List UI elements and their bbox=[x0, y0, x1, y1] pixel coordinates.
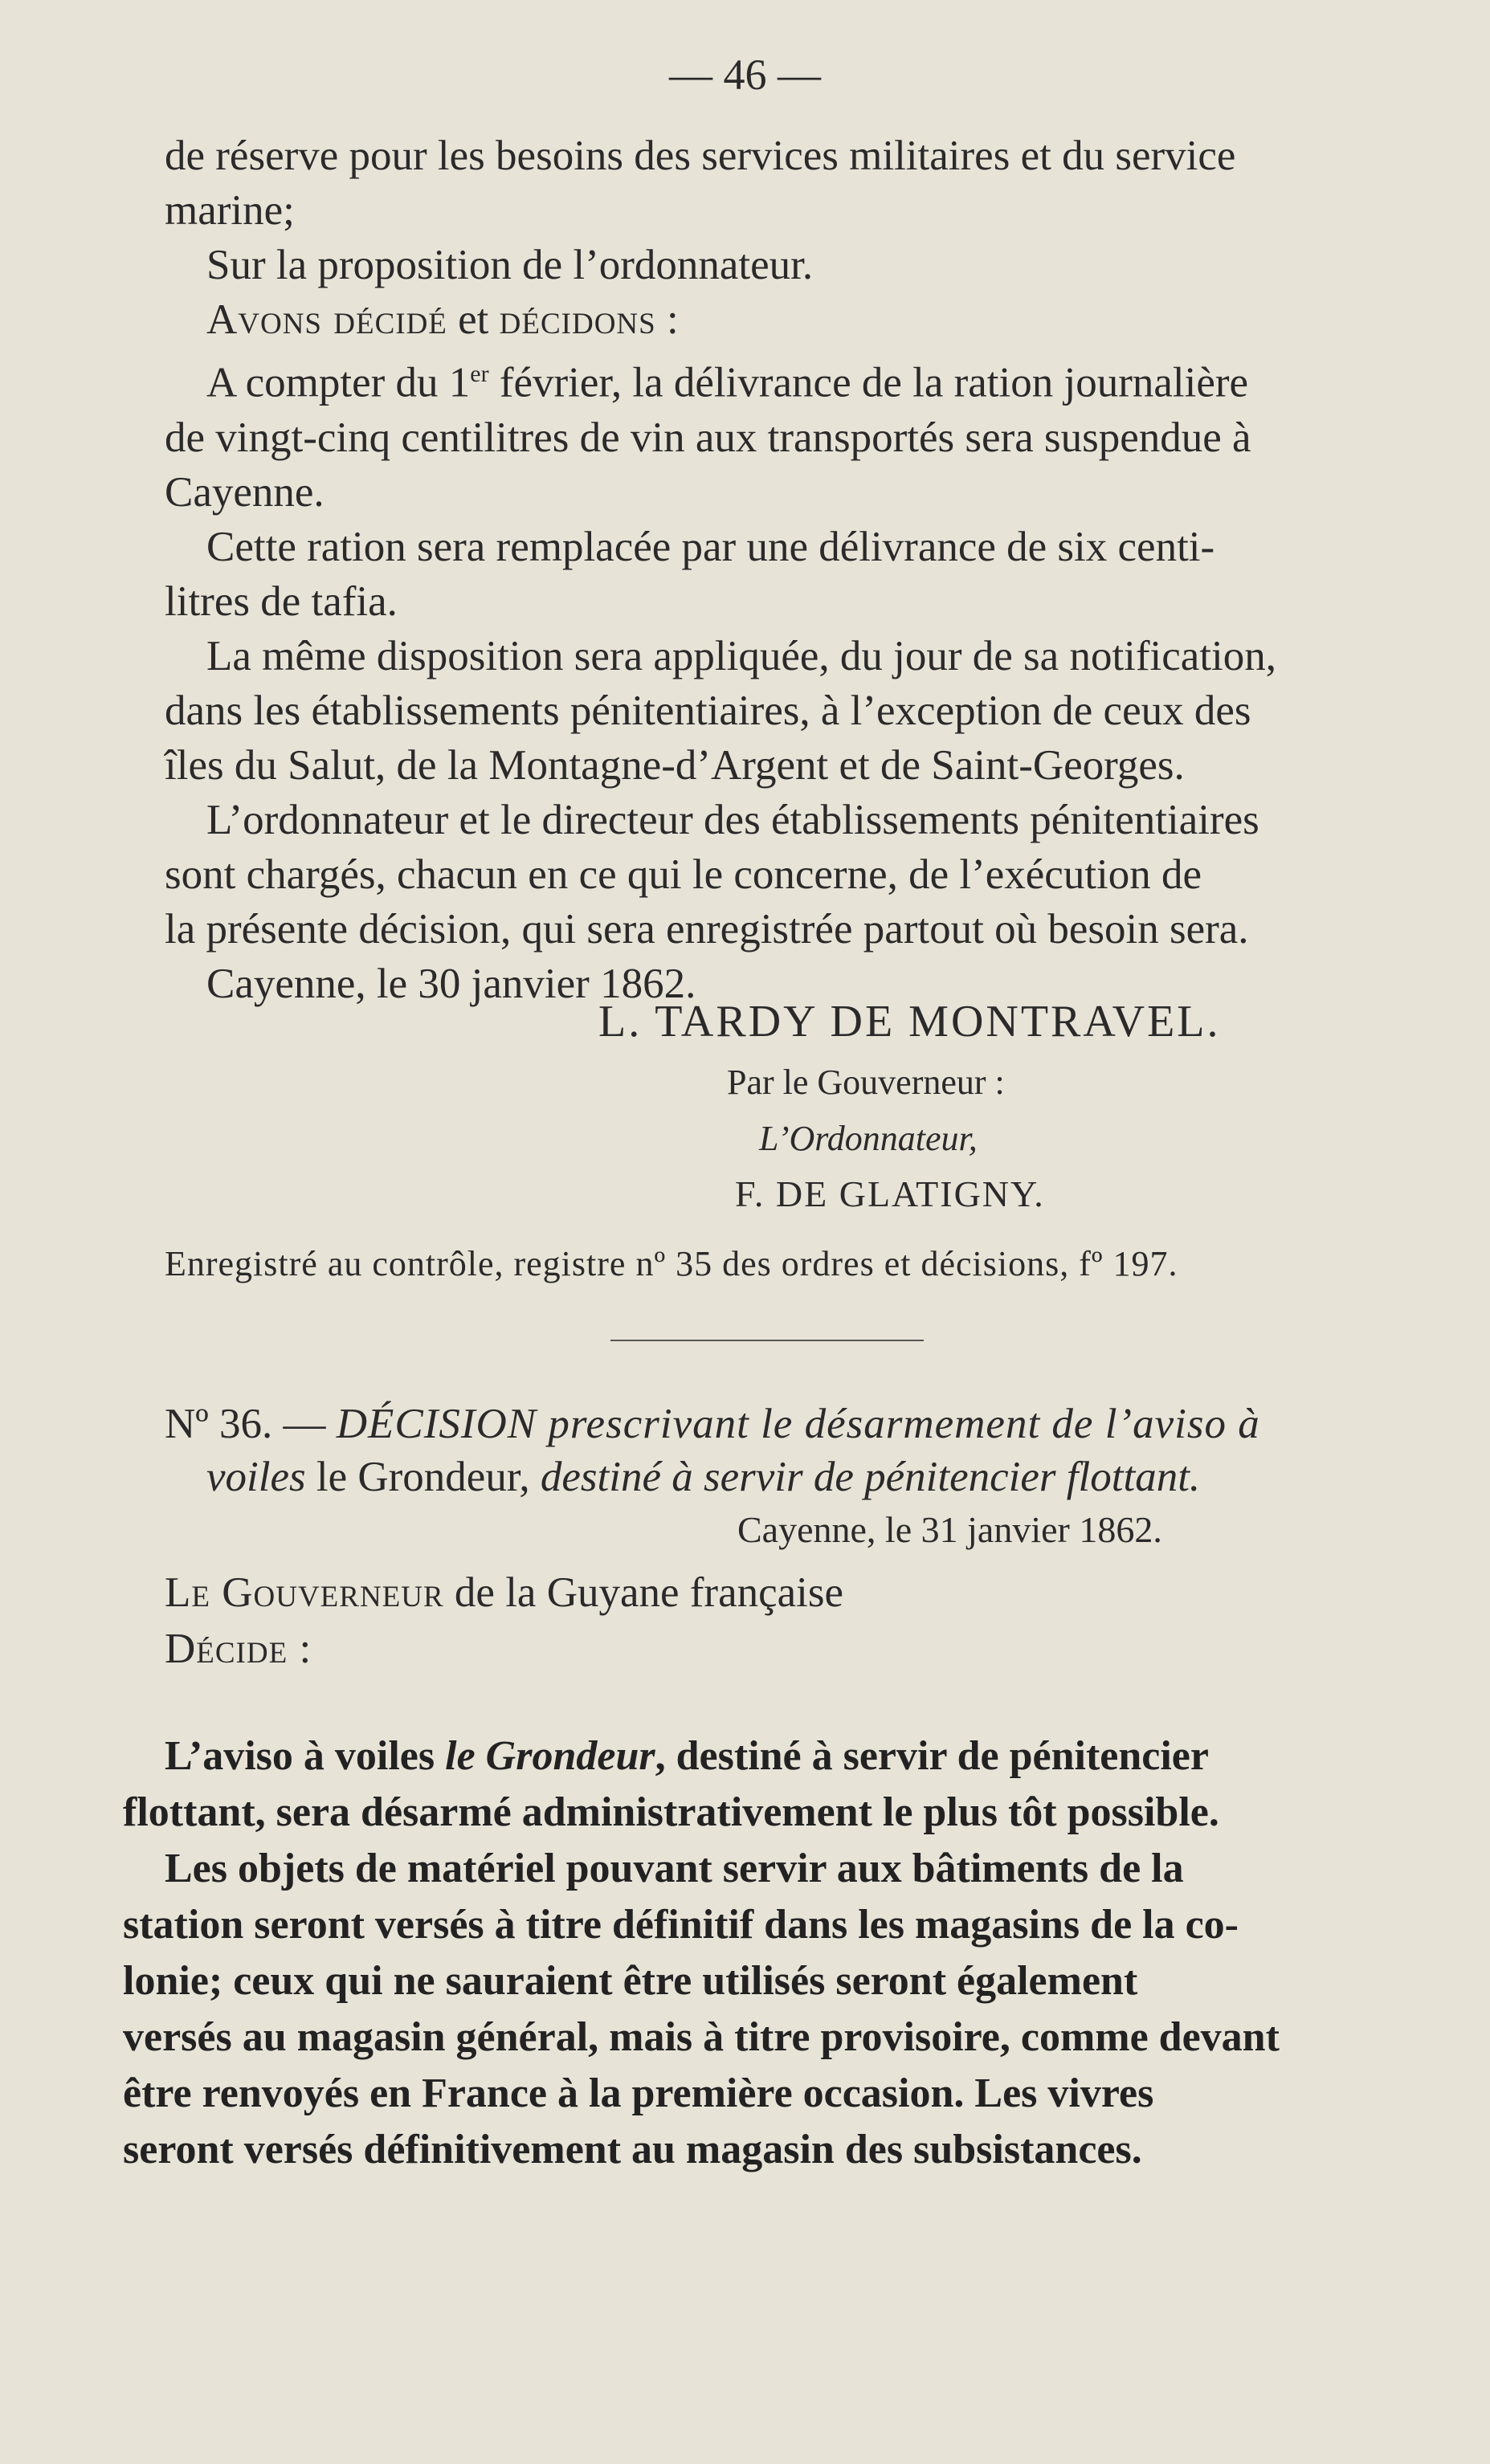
ship-name: le Grondeur bbox=[445, 1733, 655, 1779]
text-line: versés au magasin général, mais à titre provisoire, comme devant bbox=[123, 2014, 1280, 2060]
ordonnateur-title: L’Ordonnateur, bbox=[759, 1119, 978, 1158]
text-line: seront versés définitivement au magasin des subsistances. bbox=[123, 2127, 1142, 2172]
text-line: être renvoyés en France à la première occasion. Les vivres bbox=[123, 2070, 1154, 2116]
text-run: février, la délivrance de la ration journalière bbox=[488, 359, 1249, 406]
text-line: sont chargés, chacun en ce qui le concerne, de l’exécution de bbox=[165, 851, 1202, 898]
paragraph: Sur la proposition de l’ordonnateur. bbox=[206, 242, 814, 288]
decree-formula bbox=[165, 292, 1382, 347]
text-run: A compter du 1 bbox=[206, 359, 471, 406]
heading-line bbox=[165, 1397, 1382, 1450]
text-line: la présente décision, qui sera enregistrée partout où besoin sera. bbox=[165, 905, 1249, 953]
text-run: L’aviso à voiles bbox=[165, 1733, 446, 1779]
paragraph bbox=[123, 1728, 1382, 1841]
decision-36-date: Cayenne, le 31 janvier 1862. bbox=[737, 1509, 1162, 1550]
signature-ordonnateur: F. DE GLATIGNY. bbox=[735, 1173, 1045, 1214]
heading-line bbox=[165, 1450, 1382, 1503]
text-line: La même disposition sera appliquée, du jour de sa notification, bbox=[206, 632, 1277, 679]
paragraph bbox=[165, 520, 1382, 629]
text-run: , destiné à servir de pénitencier bbox=[655, 1733, 1209, 1779]
text-line: dans les établissements pénitentiaires, à l’exception de ceux des bbox=[165, 687, 1251, 734]
formula-decidons: décidons bbox=[499, 296, 656, 343]
section-divider bbox=[610, 1340, 924, 1341]
paragraph bbox=[165, 347, 1382, 520]
text-line: flottant, sera désarmé administrativement le plus tôt possible. bbox=[123, 1789, 1219, 1835]
text-line: de réserve pour les besoins des services militaires et du service bbox=[165, 133, 1236, 179]
title-run: voiles bbox=[206, 1454, 306, 1500]
superscript: er bbox=[470, 361, 489, 387]
text-line: de vingt-cinq centilitres de vin aux transportés sera suspendue à bbox=[165, 414, 1251, 461]
text-line bbox=[165, 1728, 1382, 1785]
place-date: Cayenne, le 30 janvier 1862. bbox=[206, 960, 696, 1007]
decision-title: DÉCISION prescrivant le désarmement de l’aviso à bbox=[336, 1401, 1260, 1447]
decide-formula: Décide : bbox=[165, 1626, 312, 1672]
decision-36-body bbox=[123, 1728, 1382, 2178]
text-line: îles du Salut, de la Montagne-d’Argent et de Saint-Georges. bbox=[165, 741, 1185, 789]
paragraph bbox=[165, 793, 1382, 957]
governor-rest: de la Guyane française bbox=[443, 1569, 844, 1616]
text-line: marine; bbox=[165, 187, 295, 234]
page-number: — 46 — bbox=[669, 51, 821, 99]
paragraph bbox=[165, 629, 1382, 793]
title-run: destiné à servir de pénitencier flottant. bbox=[540, 1454, 1201, 1500]
decision-36-heading bbox=[165, 1397, 1382, 1503]
decision-35-body bbox=[165, 129, 1382, 1011]
registry-note: Enregistré au contrôle, registre nº 35 des ordres et décisions, fº 197. bbox=[165, 1244, 1178, 1283]
formula-colon: : bbox=[655, 296, 679, 343]
paragraph bbox=[123, 1841, 1382, 2178]
governor-title: Le Gouverneur bbox=[165, 1569, 444, 1616]
decision-number: Nº 36. — bbox=[165, 1401, 337, 1447]
text-line: L’ordonnateur et le directeur des établissements pénitentiaires bbox=[206, 796, 1259, 843]
text-line: station seront versés à titre définitif dans les magasins de la co- bbox=[123, 1902, 1239, 1948]
text-line: lonie; ceux qui ne sauraient être utilisés seront également bbox=[123, 1958, 1138, 2004]
par-le-gouverneur: Par le Gouverneur : bbox=[727, 1063, 1005, 1102]
decision-36-preamble bbox=[165, 1564, 1382, 1677]
text-line: Cayenne. bbox=[165, 468, 325, 516]
text-line: litres de tafia. bbox=[165, 577, 398, 625]
text-line: Cette ration sera remplacée par une délivrance de six centi- bbox=[206, 523, 1215, 570]
text-line bbox=[165, 347, 1382, 410]
signature-governor: L. TARDY DE MONTRAVEL. bbox=[598, 997, 1221, 1046]
title-run: le Grondeur, bbox=[305, 1454, 541, 1500]
formula-avons: Avons décidé bbox=[206, 296, 447, 343]
paragraph bbox=[165, 129, 1382, 238]
formula-joiner: et bbox=[447, 296, 500, 343]
text-line: Les objets de matériel pouvant servir aux bâtiments de la bbox=[165, 1846, 1184, 1891]
governor-line bbox=[165, 1564, 1382, 1621]
